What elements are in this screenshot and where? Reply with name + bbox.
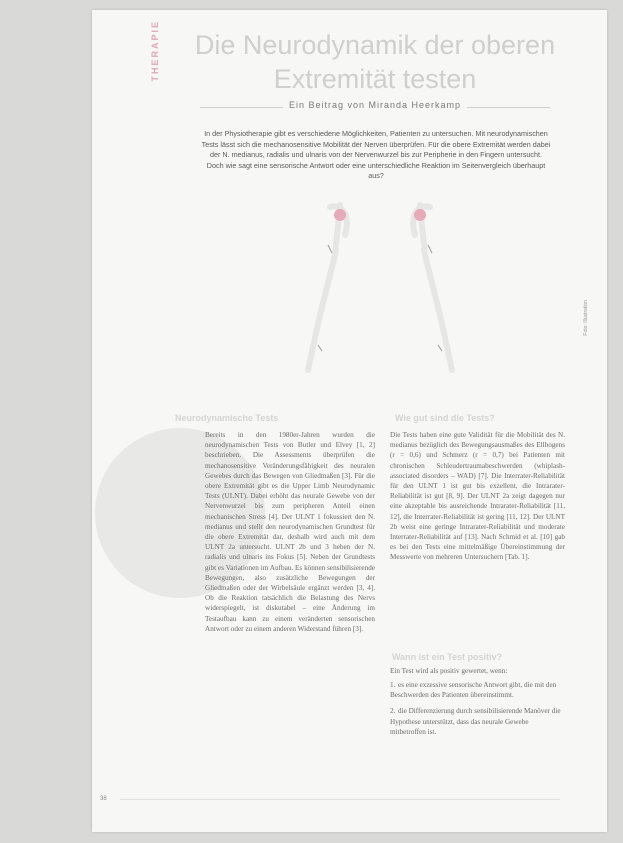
heading-neurodynamic-tests: Neurodynamische Tests: [175, 413, 279, 423]
right-arm-figure: [413, 205, 452, 370]
article-title: Die Neurodynamik der oberen Extremität testen: [194, 30, 556, 94]
page-number: 38: [100, 796, 107, 802]
left-arm-figure: [308, 205, 347, 370]
right-column-text: Die Tests haben eine gute Validität für die Mobilität des N. medianus bezüglich des Bewegungsausmaßes des Ellbogens (r = 0,6) und Schmerz (r = 0,7) bei Patienten mit chronischen Schleudertraumabeschwerden (whiplash-associated disorders – WAD) [7]. Die Interrater-Reliabilität für den ULNT 1 ist gut bis exzellent, die Intrarater-Reliabilität ist gut [8, 9]. Der ULNT 2a zeigt dagegen nur eine akzeptable bis ausreichende Intrarater-Reliabilität [11, 12], die Interrater-Reliabilität ist gering [11, 12]. Der ULNT 2b weist eine geringe Intrarater-Reliabilität und moderate Interrater-Reliabilität auf [13]. Nach Schmid et al. [10] gab es bei den Tests eine mittelmäßige Übereinstimmung der Messwerte von mehreren Untersuchern [Tab. 1].: [390, 431, 565, 562]
heading-test-quality: Wie gut sind die Tests?: [395, 413, 495, 423]
list-item: 2. die Differenzierung durch sensibilisierende Manöver die Hypothese unterstützt, dass das neurale Gewebe mitbetroffen ist.: [390, 707, 561, 736]
left-column-text: Bereits in den 1980er-Jahren wurden die neurodynamischen Tests von Butler und Elvey [1, 2] beschrieben. Die Assessments überprüfen die mechanosensitive Veränderungsfähigkeit des neuralen Gewebes durch das Bewegen von Gliedmaßen [3]. Für die obere Extremität gibt es die Upper Limb Neurodynamic Tests (ULNT). Dabei erhöht das neurale Gewebe von der Nervenwurzel bis zum peripheren Anteil einen mechanischen Stress [4]. Der ULNT 1 fokussiert den N. medianus und stellt den neurodynamischen Grundtest für die obere Extremität dar, deshalb wird auch mit dem ULNT 2a untersucht. ULNT 2b und 3 heben der N. radialis und ulnaris ins Fokus [5]. Neben der Grundtests gibt es Variationen im Aufbau. Es können sensibilisierende Bewegungen, also zusätzliche Bewegungen der Gliedmaßen oder der Wirbelsäule ergänzt werden [3, 4]. Ob die Reaktion tatsächlich die Belastung des Nervs widerspiegelt, ist diskutabel – eine Änderung im Testaufbau kann zu einem veränderten sensorischen Antwort oder zu einem anderen Widerstand führen [3].: [205, 431, 375, 633]
byline-text: Ein Beitrag von Miranda Heerkamp: [283, 100, 467, 110]
arm-illustration: [300, 195, 460, 385]
heading-positive-test: Wann ist ein Test positiv?: [392, 652, 503, 662]
positive-test-lead: Ein Test wird als positiv gewertet, wenn:: [390, 667, 508, 675]
figure-credit: Foto: Illustration: [583, 300, 589, 336]
intro-paragraph: In der Physiotherapie gibt es verschiedene Möglichkeiten, Patienten zu untersuchen. Mit neurodynamischen Tests lässt sich die mechanosensitive Mobilität der Nerven überprüfen. Für die obere Extremität werden dabei der N. medianus, radialis und ulnaris von der Nervenwurzel bis zur Peripherie in den Fingern untersucht. Doch wie sagt eine sensorische Antwort oder eine unterschiedliche Reaktion im Seitenvergleich überhaupt aus?: [201, 129, 551, 181]
list-item: 1. es eine exzessive sensorische Antwort gibt, die mit den Beschwerden des Patienten übereinstimmt.: [390, 681, 557, 700]
criteria-list: [390, 680, 565, 737]
byline: [200, 100, 550, 110]
footer-rule: [120, 799, 560, 800]
section-tag: THERAPIE: [150, 20, 160, 82]
